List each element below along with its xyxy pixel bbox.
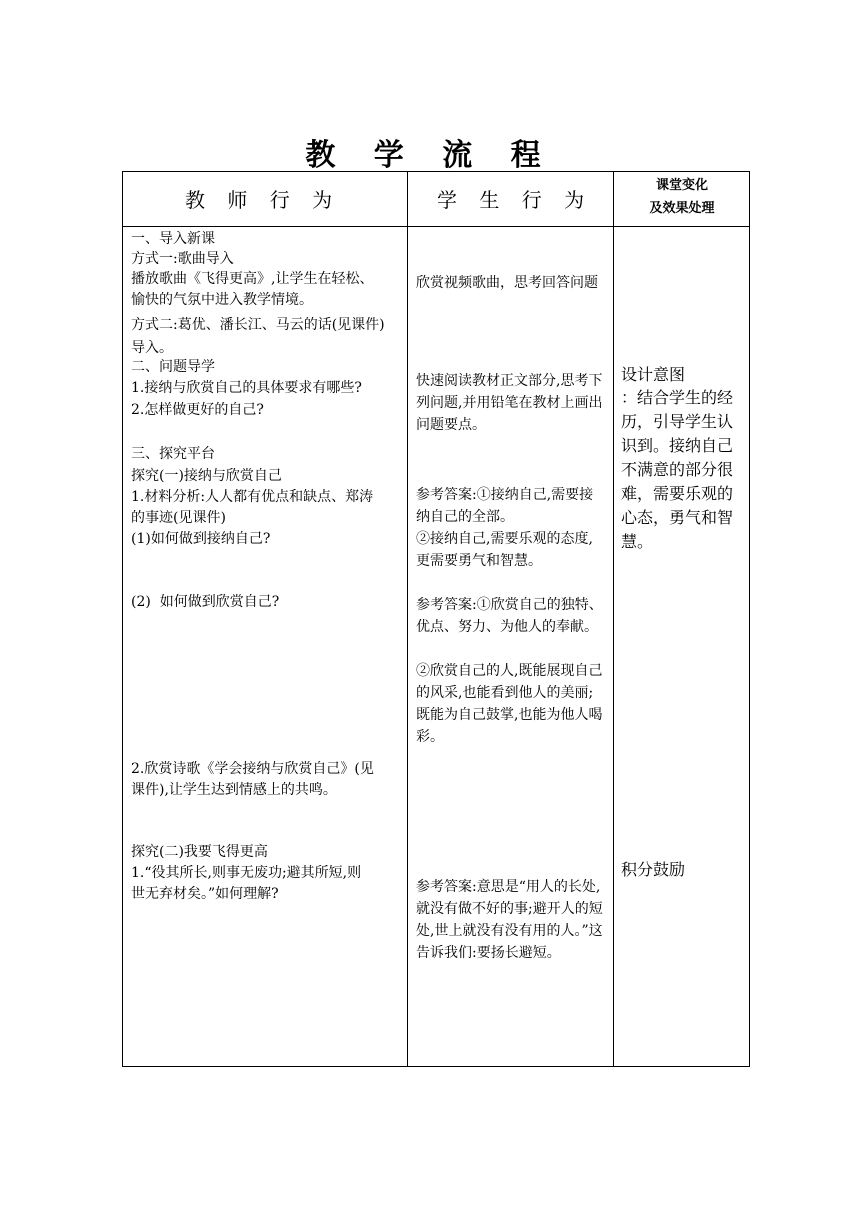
teacher-line: 1.接纳与欣赏自己的具体要求有哪些? [131,380,362,396]
teacher-line: 探究(一)接纳与欣赏自己 [131,468,282,484]
teacher-line: 探究(二)我要飞得更高 [131,844,268,860]
remark-design-intent-text: ：结合学生的经历，引导学生认识到。接纳自己不满意的部分很难，需要乐观的心态，勇气和智慧。 [621,388,734,551]
teacher-line: 播放歌曲《飞得更高》,让学生在轻松、 [131,271,374,287]
student-answer-block: ②欣赏自己的人,既能展现自己的风采,也能看到他人的美丽;既能为自己鼓掌,也能为他人喝彩。 [416,663,603,745]
teacher-line: 二、问题导学 [131,359,215,375]
teacher-line: 1.“役其所长,则事无废功;避其所短,则 [131,865,362,881]
teacher-line: 一、导入新课 [131,231,215,247]
header-student-behavior: 学 生 行 为 [437,188,593,212]
remark-design-intent-title: 设计意图 [621,365,686,384]
student-answer-block: 欣赏视频歌曲，思考回答问题 [416,275,598,291]
header-remark-line1: 课堂变化 [655,178,708,193]
student-answer-block: ②接纳自己,需要乐观的态度,更需要勇气和智慧。 [416,531,593,569]
header-teacher-behavior: 教 师 行 为 [185,188,341,212]
teacher-line: 世无弃材矣。”如何理解? [131,886,279,902]
teacher-line: 1.材料分析:人人都有优点和缺点、郑涛 [131,489,374,505]
teacher-line: 导入。 [131,340,173,356]
teacher-line: 的事迹(见课件) [131,510,226,526]
header-divider [123,226,749,227]
remark-points-reward: 积分鼓励 [621,860,686,879]
teacher-line: 三、探究平台 [131,446,215,462]
page-title: 教 学 流 程 [305,138,555,173]
column-divider [613,172,614,1066]
teacher-line: 方式一:歌曲导入 [131,251,234,267]
teacher-line: (1)如何做到接纳自己? [131,531,271,547]
student-answer-block: 快速阅读教材正文部分,思考下列问题,并用铅笔在教材上画出问题要点。 [416,373,603,433]
student-answer-block: 参考答案:①欣赏自己的独特、优点、努力、为他人的奉献。 [416,597,603,635]
column-divider [407,172,408,1066]
teacher-line: 2.欣赏诗歌《学会接纳与欣赏自己》(见 [131,761,374,777]
teacher-line: 课件),让学生达到情感上的共鸣。 [131,782,337,798]
teacher-line: 2.怎样做更好的自己? [131,402,264,418]
lesson-flow-table [122,171,750,1067]
student-answer-block: 参考答案:意思是“用人的长处,就没有做不好的事;避开人的短处,世上就没有没有用的人。”这告诉我们:要扬长避短。 [416,879,603,961]
teacher-line: (2) 如何做到欣赏自己? [131,594,280,610]
student-answer-block: 参考答案:①接纳自己,需要接纳自己的全部。 [416,487,594,525]
header-remark-line2: 及效果处理 [649,201,715,216]
teacher-line: 方式二:葛优、潘长江、马云的话(见课件) [131,317,385,333]
teacher-line: 愉快的气氛中进入教学情境。 [131,292,313,308]
